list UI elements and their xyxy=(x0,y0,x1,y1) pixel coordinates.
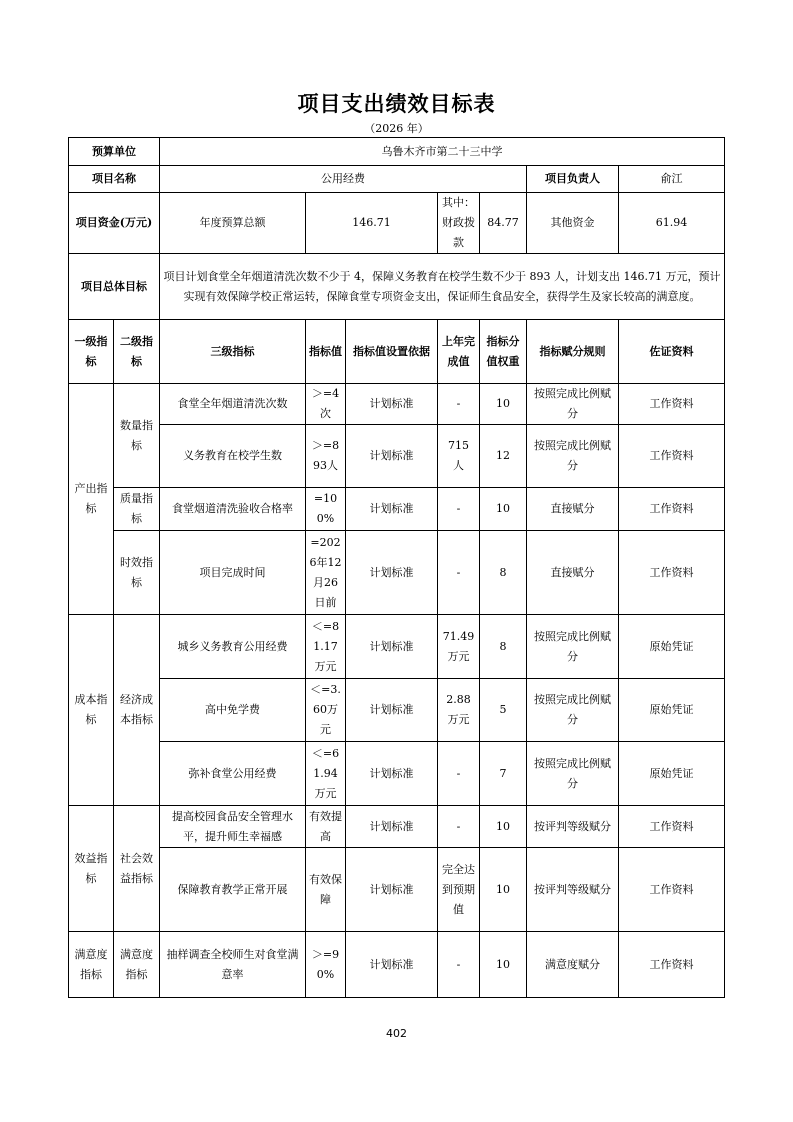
page-number: 402 xyxy=(386,1027,407,1040)
row-basis: 计划标准 xyxy=(346,384,438,425)
row-weight: 12 xyxy=(480,425,527,488)
row-weight: 8 xyxy=(480,531,527,615)
row-basis: 计划标准 xyxy=(346,742,438,806)
row-value: =2026年12月26日前 xyxy=(306,531,346,615)
row-evidence: 工作资料 xyxy=(619,488,725,531)
col-weight: 指标分值权重 xyxy=(480,320,527,384)
row-weight: 8 xyxy=(480,615,527,679)
row-value: ＞=90% xyxy=(306,932,346,998)
table-row xyxy=(69,932,725,998)
row-rule: 按照完成比例赋分 xyxy=(527,425,619,488)
row-l3: 抽样调查全校师生对食堂满意率 xyxy=(160,932,306,998)
row-evidence: 原始凭证 xyxy=(619,615,725,679)
group-econ-cost: 经济成本指标 xyxy=(114,615,160,806)
row-weight: 10 xyxy=(480,488,527,531)
row-basis: 计划标准 xyxy=(346,488,438,531)
row-value: ＜=81.17万元 xyxy=(306,615,346,679)
group-satisfaction-2: 满意度指标 xyxy=(114,932,160,998)
group-output: 产出指标 xyxy=(69,384,114,615)
table-row xyxy=(69,679,725,742)
row-weight: 10 xyxy=(480,384,527,425)
row-weight: 10 xyxy=(480,848,527,932)
fiscal-label: 其中：财政拨款 xyxy=(438,193,480,254)
row-l3: 保障教育教学正常开展 xyxy=(160,848,306,932)
row-prev: - xyxy=(438,742,480,806)
row-basis: 计划标准 xyxy=(346,679,438,742)
group-cost: 成本指标 xyxy=(69,615,114,806)
col-basis: 指标值设置依据 xyxy=(346,320,438,384)
row-basis: 计划标准 xyxy=(346,848,438,932)
group-satisfaction: 满意度指标 xyxy=(69,932,114,998)
row-l3: 义务教育在校学生数 xyxy=(160,425,306,488)
fund-label: 项目资金(万元) xyxy=(69,193,160,254)
performance-table xyxy=(68,137,725,998)
annual-value: 146.71 xyxy=(306,193,438,254)
column-header-row xyxy=(69,320,725,384)
row-rule: 按照完成比例赋分 xyxy=(527,384,619,425)
table-row xyxy=(69,806,725,848)
row-evidence: 工作资料 xyxy=(619,932,725,998)
row-prev: - xyxy=(438,932,480,998)
row-evidence: 工作资料 xyxy=(619,425,725,488)
page-title: 项目支出绩效目标表 xyxy=(297,92,496,116)
row-weight: 10 xyxy=(480,806,527,848)
row-value: 有效提高 xyxy=(306,806,346,848)
group-timeliness: 时效指标 xyxy=(114,531,160,615)
row-l3: 城乡义务教育公用经费 xyxy=(160,615,306,679)
table-row xyxy=(69,384,725,425)
table-row xyxy=(69,848,725,932)
col-value: 指标值 xyxy=(306,320,346,384)
row-prev: - xyxy=(438,488,480,531)
row-basis: 计划标准 xyxy=(346,615,438,679)
row-rule: 直接赋分 xyxy=(527,531,619,615)
row-l3: 食堂烟道清洗验收合格率 xyxy=(160,488,306,531)
group-quantity: 数量指标 xyxy=(114,384,160,488)
row-evidence: 工作资料 xyxy=(619,531,725,615)
unit-value: 乌鲁木齐市第二十三中学 xyxy=(160,138,725,166)
col-prev: 上年完成值 xyxy=(438,320,480,384)
table-row xyxy=(69,615,725,679)
row-value: 有效保障 xyxy=(306,848,346,932)
row-prev: - xyxy=(438,531,480,615)
fund-row xyxy=(69,193,725,254)
row-l3: 项目完成时间 xyxy=(160,531,306,615)
unit-row xyxy=(69,138,725,166)
row-l3: 高中免学费 xyxy=(160,679,306,742)
name-value: 公用经费 xyxy=(160,166,527,193)
goal-row xyxy=(69,254,725,320)
row-rule: 按评判等级赋分 xyxy=(527,806,619,848)
group-social: 社会效益指标 xyxy=(114,806,160,932)
row-weight: 10 xyxy=(480,932,527,998)
row-basis: 计划标准 xyxy=(346,806,438,848)
other-label: 其他资金 xyxy=(527,193,619,254)
row-prev: - xyxy=(438,806,480,848)
table-row xyxy=(69,488,725,531)
row-evidence: 工作资料 xyxy=(619,848,725,932)
owner-value: 俞江 xyxy=(619,166,725,193)
row-evidence: 工作资料 xyxy=(619,384,725,425)
table-row xyxy=(69,742,725,806)
row-value: ＞=893人 xyxy=(306,425,346,488)
table-row xyxy=(69,531,725,615)
year-label: （2026 年） xyxy=(364,122,429,135)
fiscal-value: 84.77 xyxy=(480,193,527,254)
row-prev: 2.88万元 xyxy=(438,679,480,742)
row-rule: 按评判等级赋分 xyxy=(527,848,619,932)
col-rule: 指标赋分规则 xyxy=(527,320,619,384)
row-value: =100% xyxy=(306,488,346,531)
row-basis: 计划标准 xyxy=(346,425,438,488)
name-label: 项目名称 xyxy=(69,166,160,193)
annual-label: 年度预算总额 xyxy=(160,193,306,254)
row-weight: 5 xyxy=(480,679,527,742)
row-l3: 弥补食堂公用经费 xyxy=(160,742,306,806)
col-l3: 三级指标 xyxy=(160,320,306,384)
group-quality: 质量指标 xyxy=(114,488,160,531)
owner-label: 项目负责人 xyxy=(527,166,619,193)
goal-text: 项目计划食堂全年烟道清洗次数不少于 4，保障义务教育在校学生数不少于 893 人，计划支出 146.71 万元，预计实现有效保障学校正常运转，保障食堂专项资金支出，保证师生食品安全，获得学生及家长较高的满意度。 xyxy=(160,254,725,320)
row-l3: 食堂全年烟道清洗次数 xyxy=(160,384,306,425)
row-prev: 71.49万元 xyxy=(438,615,480,679)
col-l2: 二级指标 xyxy=(114,320,160,384)
name-row xyxy=(69,166,725,193)
col-evidence: 佐证资料 xyxy=(619,320,725,384)
row-rule: 按照完成比例赋分 xyxy=(527,679,619,742)
row-basis: 计划标准 xyxy=(346,932,438,998)
row-value: ＜=3.60万元 xyxy=(306,679,346,742)
row-rule: 直接赋分 xyxy=(527,488,619,531)
row-evidence: 工作资料 xyxy=(619,806,725,848)
row-evidence: 原始凭证 xyxy=(619,742,725,806)
group-benefit: 效益指标 xyxy=(69,806,114,932)
row-value: ＜=61.94万元 xyxy=(306,742,346,806)
row-evidence: 原始凭证 xyxy=(619,679,725,742)
row-basis: 计划标准 xyxy=(346,531,438,615)
row-value: ＞=4次 xyxy=(306,384,346,425)
col-l1: 一级指标 xyxy=(69,320,114,384)
other-value: 61.94 xyxy=(619,193,725,254)
row-l3: 提高校园食品安全管理水平，提升师生幸福感 xyxy=(160,806,306,848)
row-weight: 7 xyxy=(480,742,527,806)
unit-label: 预算单位 xyxy=(69,138,160,166)
row-rule: 按照完成比例赋分 xyxy=(527,615,619,679)
row-prev: 715 人 xyxy=(438,425,480,488)
row-rule: 满意度赋分 xyxy=(527,932,619,998)
goal-label: 项目总体目标 xyxy=(69,254,160,320)
row-prev: - xyxy=(438,384,480,425)
row-prev: 完全达到预期值 xyxy=(438,848,480,932)
table-row xyxy=(69,425,725,488)
row-rule: 按照完成比例赋分 xyxy=(527,742,619,806)
